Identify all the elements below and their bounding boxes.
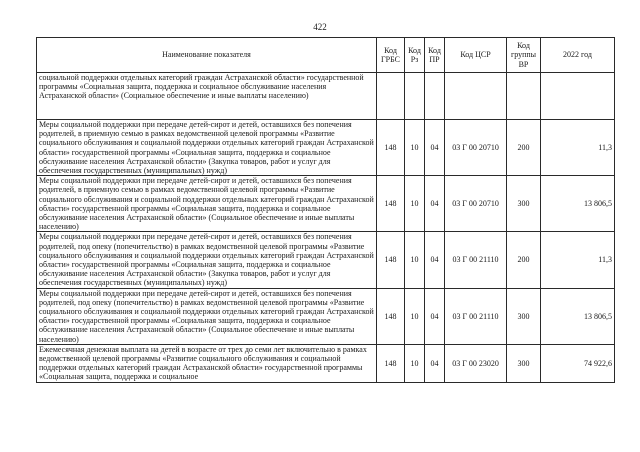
header-pr: Код ПР — [425, 38, 445, 73]
table-row-continuation — [37, 73, 615, 120]
row-csr: 03 Г 00 23020 — [445, 344, 507, 382]
row-grbs: 148 — [377, 176, 405, 232]
table-header-row — [37, 38, 615, 73]
row-name: Ежемесячная денежная выплата на детей в возрасте от трех до семи лет включительно в рамках ведомственной целевой программы «Развитие социального обслуживания и социальной поддержки отдельных категорий граждан Астраханской области» государственной программы «Социальная защита, поддержка и социальное — [37, 344, 377, 382]
row-csr: 03 Г 00 21110 — [445, 288, 507, 344]
header-rz: Код Рз — [405, 38, 425, 73]
row-grbs: 148 — [377, 120, 405, 176]
row-rz: 10 — [405, 288, 425, 344]
row-amount: 13 806,5 — [541, 288, 615, 344]
row-pr: 04 — [425, 120, 445, 176]
row-vr: 300 — [507, 288, 541, 344]
row-csr: 03 Г 00 20710 — [445, 120, 507, 176]
row-pr: 04 — [425, 232, 445, 288]
table-row — [37, 120, 615, 176]
row-amount: 11,3 — [541, 232, 615, 288]
row-grbs: 148 — [377, 288, 405, 344]
budget-table — [36, 37, 615, 383]
table-row — [37, 176, 615, 232]
header-grbs: Код ГРБС — [377, 38, 405, 73]
row-pr: 04 — [425, 344, 445, 382]
row-grbs: 148 — [377, 344, 405, 382]
page-number: 422 — [313, 22, 327, 32]
header-year: 2022 год — [541, 38, 615, 73]
header-vr: Код группы ВР — [507, 38, 541, 73]
row-name: Меры социальной поддержки при передаче детей-сирот и детей, оставшихся без попечения родителей, в приемную семью в рамках ведомственной целевой программы «Развитие социального обслуживания и социальной поддержки отдельных категорий граждан Астраханской области» государственной программы «Социальная защита, поддержка и социальное обслуживание населения Астраханской области» (Закупка товаров, работ и услуг для обеспечения государственных (муниципальных) нужд) — [37, 120, 377, 176]
row-rz: 10 — [405, 120, 425, 176]
table-row — [37, 288, 615, 344]
row-grbs: 148 — [377, 232, 405, 288]
row-name: Меры социальной поддержки при передаче детей-сирот и детей, оставшихся без попечения родителей, под опеку (попечительство) в рамках ведомственной целевой программы «Развитие социального обслуживания и социальной поддержки отдельных категорий граждан Астраханской области» государственной программы «Социальная защита, поддержка и социальное обслуживание населения Астраханской области» (Социальное обеспечение и иные выплаты населению) — [37, 288, 377, 344]
row-csr: 03 Г 00 20710 — [445, 176, 507, 232]
row-amount: 13 806,5 — [541, 176, 615, 232]
row-csr: 03 Г 00 21110 — [445, 232, 507, 288]
row-pr: 04 — [425, 176, 445, 232]
row-vr: 200 — [507, 232, 541, 288]
row-pr: 04 — [425, 288, 445, 344]
row-rz: 10 — [405, 176, 425, 232]
row-amount: 74 922,6 — [541, 344, 615, 382]
continuation-text: социальной поддержки отдельных категорий граждан Астраханской области» государственной программы «Социальная защита, поддержка и социальное обслуживание населения Астраханской области» (Социальное обеспечение и иные выплаты населению) — [37, 73, 377, 120]
row-vr: 200 — [507, 120, 541, 176]
row-rz: 10 — [405, 232, 425, 288]
header-csr: Код ЦСР — [445, 38, 507, 73]
row-vr: 300 — [507, 176, 541, 232]
row-name: Меры социальной поддержки при передаче детей-сирот и детей, оставшихся без попечения родителей, под опеку (попечительство) в рамках ведомственной целевой программы «Развитие социального обслуживания и социальной поддержки отдельных категорий граждан Астраханской области» государственной программы «Социальная защита, поддержка и социальное обслуживание населения Астраханской области» (Закупка товаров, работ и услуг для обеспечения государственных (муниципальных) нужд) — [37, 232, 377, 288]
row-rz: 10 — [405, 344, 425, 382]
row-name: Меры социальной поддержки при передаче детей-сирот и детей, оставшихся без попечения родителей, в приемную семью в рамках ведомственной целевой программы «Развитие социального обслуживания и социальной поддержки отдельных категорий граждан Астраханской области» государственной программы «Социальная защита, поддержка и социальное обслуживание населения Астраханской области» (Социальное обеспечение и иные выплаты населению) — [37, 176, 377, 232]
row-vr: 300 — [507, 344, 541, 382]
header-name: Наименование показателя — [37, 38, 377, 73]
table-row — [37, 232, 615, 288]
table-row — [37, 344, 615, 382]
row-amount: 11,3 — [541, 120, 615, 176]
